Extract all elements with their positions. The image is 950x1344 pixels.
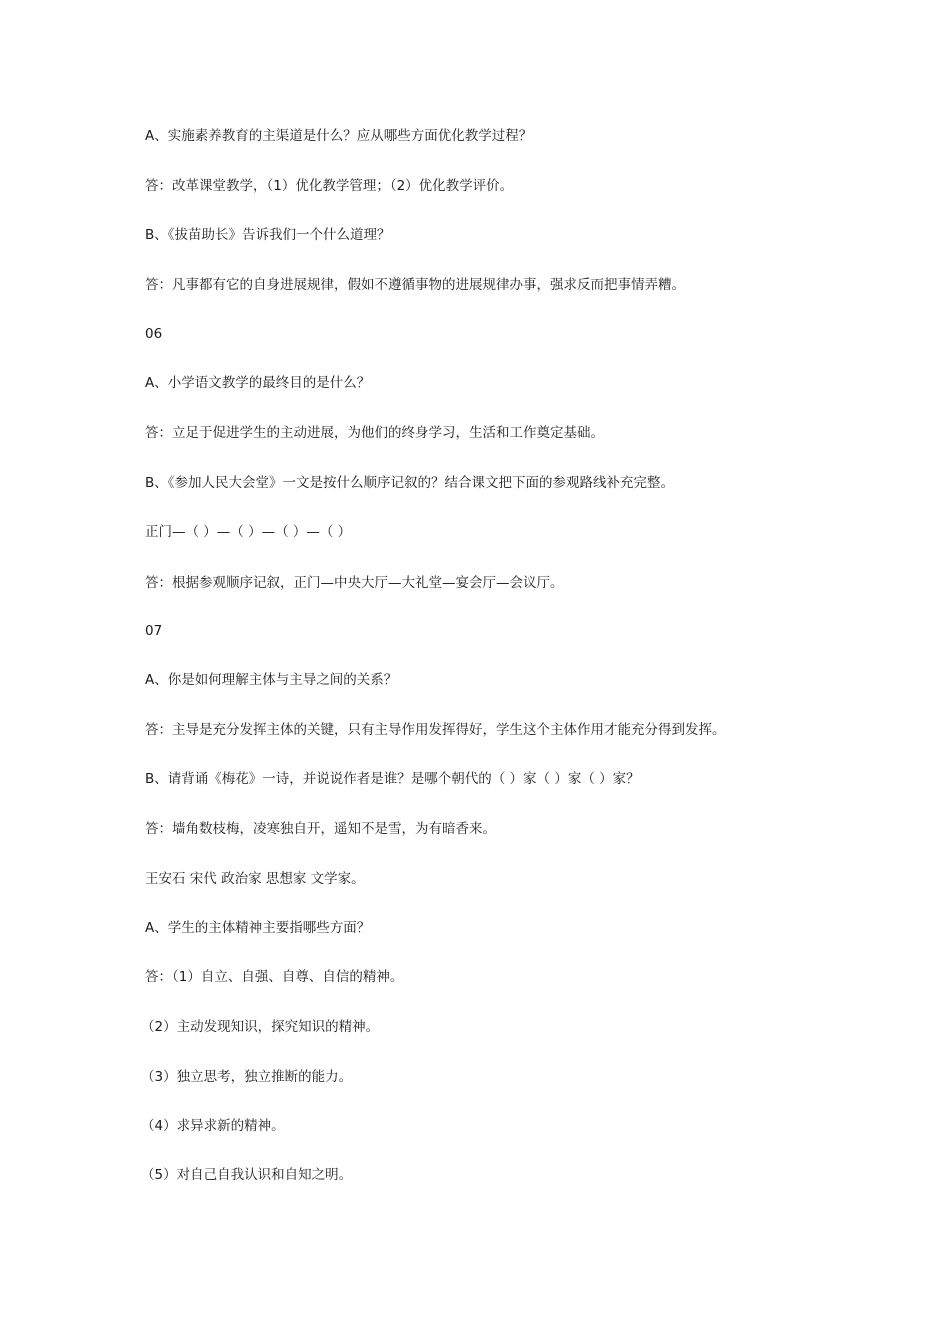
answer-great-hall: 答：根据参观顺序记叙，正门—中央大厅—大礼堂—宴会厅—会议厅。 (145, 575, 564, 591)
answer-quality-education: 答：改革课堂教学，（1）优化教学管理；（2）优化教学评价。 (145, 178, 514, 194)
question-a-chinese-teaching-goal: A、小学语文教学的最终目的是什么？ (145, 375, 371, 391)
question-b-great-hall: B、《参加人民大会堂》一文是按什么顺序记叙的？结合课文把下面的参观路线补充完整。 (145, 475, 675, 491)
visit-route-blanks: 正门—（ ）—（ ）—（ ）—（ ） (145, 524, 352, 540)
answer-spirit-item-2: （2）主动发现知识，探究知识的精神。 (141, 1019, 380, 1035)
answer-spirit-item-5: （5）对自己自我认识和自知之明。 (141, 1167, 353, 1183)
answer-poem-author: 王安石 宋代 政治家 思想家 文学家。 (145, 871, 365, 887)
answer-chinese-teaching-goal: 答：立足于促进学生的主动进展，为他们的终身学习，生活和工作奠定基础。 (145, 425, 604, 441)
answer-plum-blossom-poem: 答：墙角数枝梅，凌寒独自开，遥知不是雪，为有暗香来。 (145, 821, 496, 837)
answer-subject-and-guide: 答：主导是充分发挥主体的关键，只有主导作用发挥得好，学生这个主体作用才能充分得到发挥。 (145, 722, 726, 738)
answer-spirit-item-3: （3）独立思考，独立推断的能力。 (141, 1069, 353, 1085)
question-a-student-subject-spirit: A、学生的主体精神主要指哪些方面？ (145, 920, 371, 936)
answer-spirit-item-1: 答：（1）自立、自强、自尊、自信的精神。 (145, 969, 404, 985)
question-a-subject-and-guide: A、你是如何理解主体与主导之间的关系？ (145, 672, 398, 688)
question-b-pulling-seedlings: B、《拔苗助长》告诉我们一个什么道理？ (145, 227, 391, 243)
question-a-quality-education: A、实施素养教育的主渠道是什么？应从哪些方面优化教学过程？ (145, 128, 533, 144)
answer-spirit-item-4: （4）求异求新的精神。 (141, 1118, 285, 1134)
section-number-06: 06 (145, 326, 163, 342)
answer-pulling-seedlings: 答：凡事都有它的自身进展规律，假如不遵循事物的进展规律办事，强求反而把事情弄糟。 (145, 277, 685, 293)
section-number-07: 07 (145, 623, 163, 639)
question-b-plum-blossom-poem: B、请背诵《梅花》一诗，并说说作者是谁？是哪个朝代的（ ）家（ ）家（ ）家？ (145, 771, 640, 787)
